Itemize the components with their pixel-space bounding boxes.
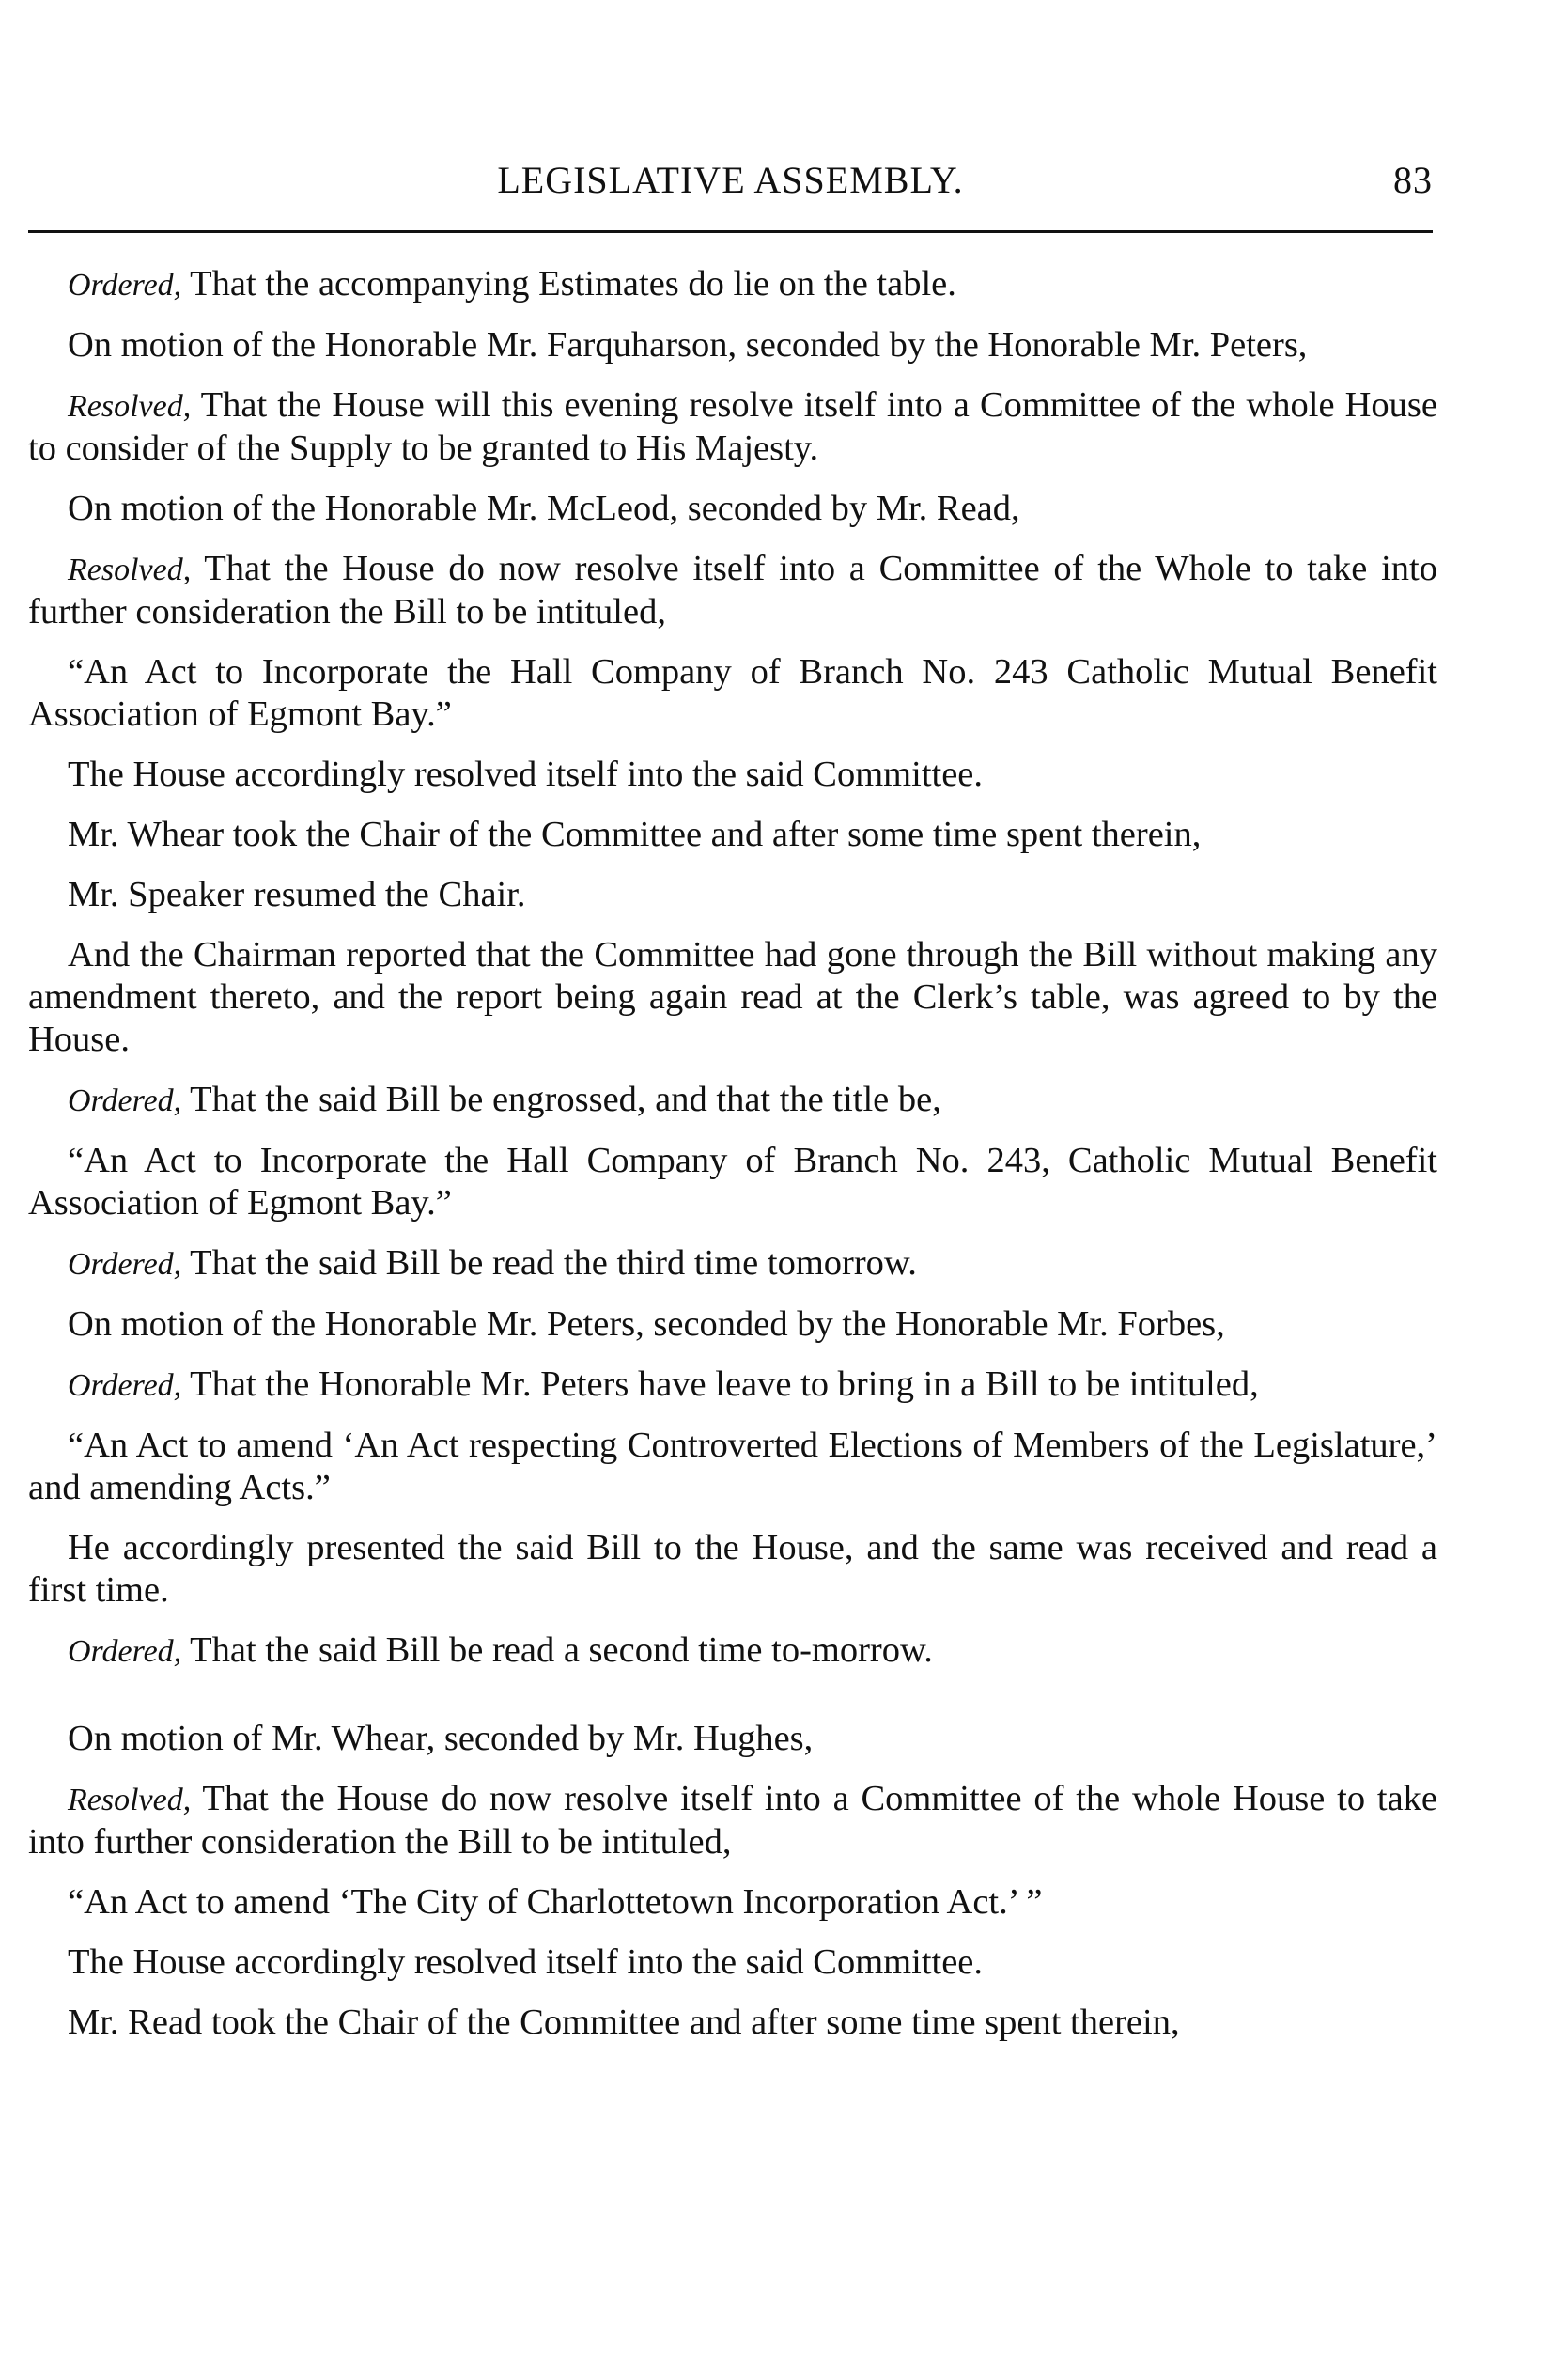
paragraph-text: Mr. Read took the Chair of the Committee and after some time spent therein,: [68, 2003, 1180, 2042]
paragraph-bill-title: [28, 1881, 1437, 1924]
paragraph-text: That the House will this evening resolve itself into a Committee of the whole House to consider of the Supply to be granted to His Majesty.: [28, 385, 1437, 468]
page-header: [28, 158, 1433, 205]
paragraph-text: That the accompanying Estimates do lie on the table.: [181, 264, 956, 304]
paragraph-text: That the said Bill be read a second time to-morrow.: [181, 1630, 933, 1670]
paragraph-text: That the said Bill be read the third time tomorrow.: [181, 1243, 917, 1283]
page-number: 83: [1393, 159, 1433, 201]
paragraph-text: The House accordingly resolved itself into the said Committee.: [68, 1942, 984, 1982]
ordered-label: Ordered,: [68, 1634, 182, 1669]
paragraph-resolved-committee: [28, 548, 1437, 633]
paragraph-text: On motion of Mr. Whear, seconded by Mr. Hughes,: [68, 1719, 814, 1758]
paragraph-ordered-second-reading: [28, 1629, 1437, 1673]
paragraph-text: The House accordingly resolved itself into the said Committee.: [68, 755, 984, 794]
paragraph-text: “An Act to Incorporate the Hall Company of Branch No. 243 Catholic Mutual Benefit Association of Egmont Bay.”: [28, 652, 1437, 734]
ordered-label: Ordered,: [68, 1368, 182, 1403]
paragraph-text: On motion of the Honorable Mr. Peters, seconded by the Honorable Mr. Forbes,: [68, 1304, 1225, 1344]
resolved-label: Resolved,: [68, 389, 192, 424]
paragraph-motion-whear: [28, 1718, 1437, 1760]
resolved-label: Resolved,: [68, 1783, 192, 1817]
ordered-label: Ordered,: [68, 1247, 182, 1282]
paragraph-text: Mr. Speaker resumed the Chair.: [68, 875, 526, 914]
header-rule: [28, 230, 1433, 233]
ordered-label: Ordered,: [68, 268, 182, 303]
paragraph-text: That the Honorable Mr. Peters have leave to bring in a Bill to be intituled,: [181, 1364, 1259, 1404]
paragraph-text: That the House do now resolve itself into a Committee of the whole House to take into further consideration the Bill to be intituled,: [28, 1779, 1437, 1862]
paragraph-text: Mr. Whear took the Chair of the Committee and after some time spent therein,: [68, 815, 1202, 854]
paragraph-speaker-resumed: [28, 874, 1437, 916]
paragraph-text: “An Act to amend ‘An Act respecting Controverted Elections of Members of the Legislature,’ and amending Acts.”: [28, 1426, 1437, 1507]
paragraph-text: “An Act to Incorporate the Hall Company of Branch No. 243, Catholic Mutual Benefit Association of Egmont Bay.”: [28, 1141, 1437, 1223]
paragraph-house-resolved: [28, 1941, 1437, 1984]
paragraph-text: He accordingly presented the said Bill to the House, and the same was received and read a first time.: [28, 1528, 1437, 1610]
paragraph-text: That the House do now resolve itself into a Committee of the Whole to take into further consideration the Bill to be intituled,: [28, 549, 1437, 631]
paragraph-bill-presented: [28, 1527, 1437, 1612]
paragraph-whear-chair: [28, 814, 1437, 856]
paragraph-ordered-engrossed: [28, 1079, 1437, 1122]
paragraph-motion-peters: [28, 1303, 1437, 1346]
paragraph-ordered-third-reading: [28, 1242, 1437, 1286]
paragraph-bill-title: [28, 1425, 1437, 1509]
paragraph-text: On motion of the Honorable Mr. Farquharson, seconded by the Honorable Mr. Peters,: [68, 325, 1308, 365]
paragraph-ordered-estimates: [28, 263, 1437, 306]
paragraph-text: On motion of the Honorable Mr. McLeod, seconded by Mr. Read,: [68, 489, 1020, 528]
resolved-label: Resolved,: [68, 553, 192, 587]
paragraph-read-chair: [28, 2002, 1437, 2044]
running-title: LEGISLATIVE ASSEMBLY.: [497, 159, 964, 201]
paragraph-ordered-leave: [28, 1364, 1437, 1407]
paragraph-resolved-committee: [28, 1778, 1437, 1863]
page-body: [28, 263, 1437, 2044]
paragraph-motion-farquharson: [28, 324, 1437, 366]
paragraph-motion-mcleod: [28, 488, 1437, 530]
paragraph-chairman-reported: [28, 934, 1437, 1061]
paragraph-text: And the Chairman reported that the Committee had gone through the Bill without making any amendment thereto, and the report being again read at the Clerk’s table, was agreed to by the House.: [28, 935, 1437, 1059]
paragraph-house-resolved: [28, 754, 1437, 796]
paragraph-text: “An Act to amend ‘The City of Charlottetown Incorporation Act.’ ”: [68, 1882, 1043, 1922]
paragraph-text: That the said Bill be engrossed, and that the title be,: [181, 1080, 941, 1119]
paragraph-bill-title: [28, 651, 1437, 736]
paragraph-bill-title: [28, 1140, 1437, 1224]
ordered-label: Ordered,: [68, 1083, 182, 1118]
paragraph-resolved-supply: [28, 384, 1437, 470]
